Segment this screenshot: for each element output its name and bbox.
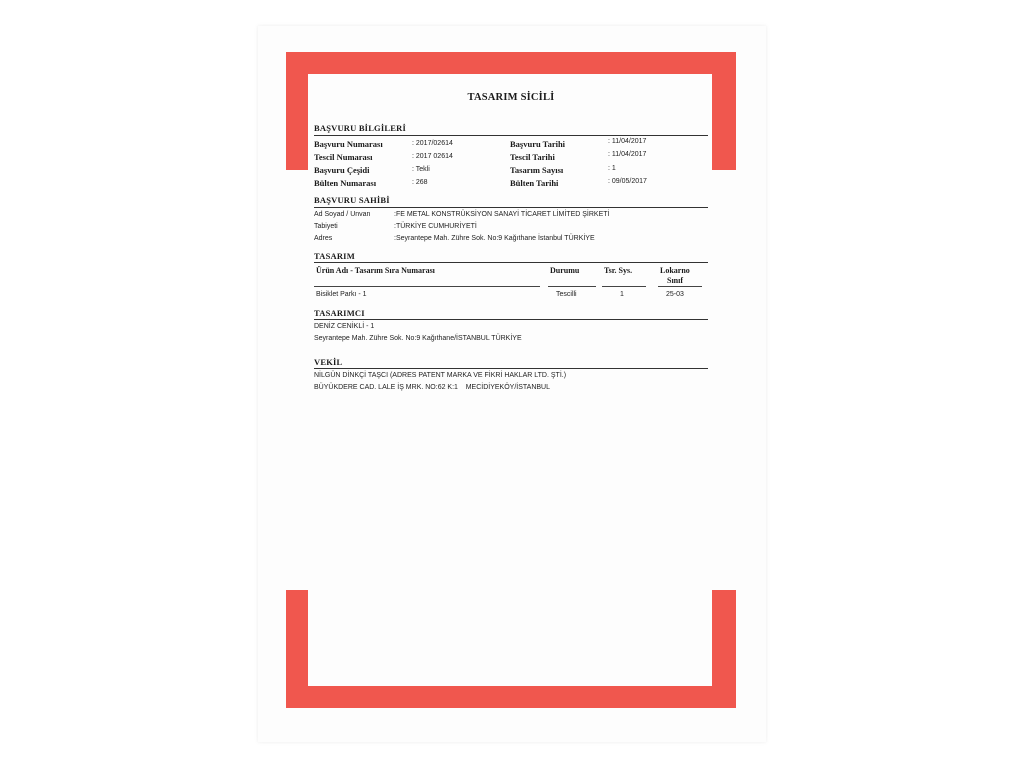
column-underline	[602, 286, 646, 287]
column-header-lokarno-sinif: Sınıf	[667, 276, 684, 285]
field-value: :Seyrantepe Mah. Zühre Sok. No:9 Kağıthane İstanbul TÜRKİYE	[394, 235, 595, 242]
field-label: Başvuru Numarası	[314, 139, 383, 149]
table-cell-urun: Bisiklet Parkı - 1	[316, 291, 367, 298]
field-label: Başvuru Çeşidi	[314, 165, 370, 175]
field-label: Bülten Tarihi	[510, 178, 559, 188]
section-rule	[314, 319, 708, 320]
red-frame-top-left	[286, 52, 308, 170]
column-header-durum: Durumu	[550, 266, 580, 275]
designer-name: DENİZ CENİKLİ - 1	[314, 323, 375, 330]
section-rule	[314, 207, 708, 208]
field-value: : 2017/02614	[412, 140, 453, 147]
agent-name: NİLGÜN DİNKÇİ TAŞCI (ADRES PATENT MARKA VE FİKRİ HAKLAR LTD. ŞTİ.)	[314, 372, 567, 379]
column-underline	[314, 286, 540, 287]
field-label: Bülten Numarası	[314, 178, 377, 188]
field-value: :FE METAL KONSTRÜKSİYON SANAYİ TİCARET LİMİTED ŞİRKETİ	[394, 211, 610, 218]
section-heading-tasarimci: TASARIMCI	[314, 308, 365, 318]
red-frame-top-right	[712, 52, 736, 170]
document-title: TASARIM SİCİLİ	[467, 92, 555, 103]
red-frame-bottom	[286, 686, 736, 708]
field-value: : 11/04/2017	[608, 138, 647, 145]
red-frame-bottom-right	[712, 590, 736, 708]
column-header-urun: Ürün Adı - Tasarım Sıra Numarası	[316, 266, 435, 275]
section-heading-basvuru-sahibi: BAŞVURU SAHİBİ	[314, 195, 390, 205]
field-label: Tabiyeti	[314, 223, 338, 230]
table-cell-tsr: 1	[620, 291, 624, 298]
field-value: : 11/04/2017	[608, 151, 647, 158]
field-label: Tescil Numarası	[314, 152, 373, 162]
field-label: Ad Soyad / Unvan	[314, 211, 371, 218]
table-cell-durum: Tescilli	[556, 291, 577, 298]
column-underline	[658, 286, 702, 287]
column-header-tsr: Tsr. Sys.	[604, 266, 633, 275]
table-cell-lokarno: 25-03	[666, 291, 684, 298]
red-frame-top	[286, 52, 736, 74]
agent-address: BÜYÜKDERE CAD. LALE İŞ MRK. NO:62 K:1 MECİDİYEKÖY/İSTANBUL	[314, 384, 550, 391]
section-heading-vekil: VEKİL	[314, 357, 343, 367]
designer-address: Seyrantepe Mah. Zühre Sok. No:9 Kağıthane/İSTANBUL TÜRKİYE	[314, 335, 522, 342]
red-frame-bottom-left	[286, 590, 308, 708]
field-value: : 1	[608, 165, 616, 172]
field-label: Adres	[314, 235, 333, 242]
field-value: : 2017 02614	[412, 153, 453, 160]
section-rule	[314, 262, 708, 263]
field-label: Başvuru Tarihi	[510, 139, 566, 149]
field-label: Tescil Tarihi	[510, 152, 555, 162]
section-rule	[314, 368, 708, 369]
section-heading-basvuru-bilgileri: BAŞVURU BİLGİLERİ	[314, 123, 406, 133]
section-heading-tasarim: TASARIM	[314, 251, 355, 261]
field-value: : 268	[412, 179, 428, 186]
field-value: :TÜRKİYE CUMHURİYETİ	[394, 223, 477, 230]
section-rule	[314, 135, 708, 136]
column-header-lokarno: Lokarno	[660, 266, 690, 275]
field-label: Tasarım Sayısı	[510, 165, 564, 175]
field-value: : Tekli	[412, 166, 430, 173]
column-underline	[548, 286, 596, 287]
field-value: : 09/05/2017	[608, 178, 647, 185]
